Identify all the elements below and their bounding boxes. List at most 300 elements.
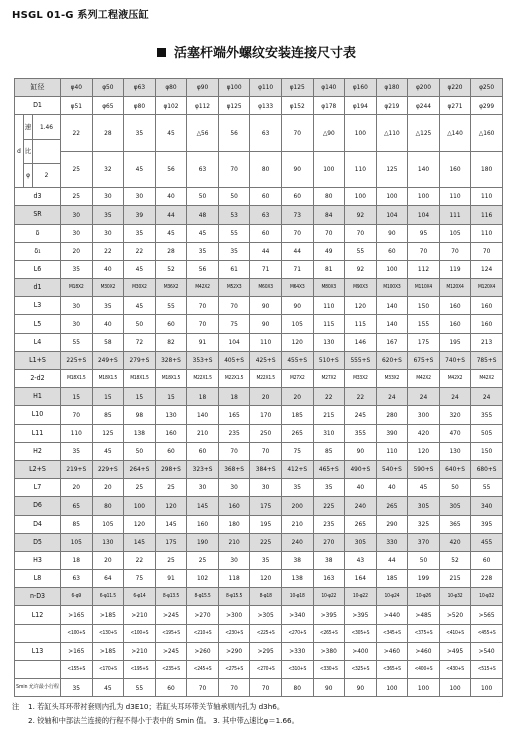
table-cell: 90 bbox=[345, 679, 377, 697]
table-cell: 130 bbox=[313, 333, 345, 351]
row-label: SR bbox=[15, 206, 61, 224]
table-cell: φ80 bbox=[155, 79, 187, 97]
table-cell: M18X2 bbox=[61, 279, 93, 297]
table-cell: 38 bbox=[313, 551, 345, 569]
table-cell: 305 bbox=[408, 497, 440, 515]
table-cell: 116 bbox=[471, 206, 503, 224]
row-label: L13 bbox=[15, 642, 61, 660]
table-cell: 219+S bbox=[61, 460, 93, 478]
table-cell: 56 bbox=[155, 151, 187, 187]
table-cell: 140 bbox=[376, 315, 408, 333]
table-cell: M33X2 bbox=[345, 370, 377, 388]
table-cell: 90 bbox=[313, 679, 345, 697]
table-cell: 71 bbox=[250, 260, 282, 278]
table-cell: 60 bbox=[281, 188, 313, 206]
row-label: L7 bbox=[15, 479, 61, 497]
table-cell: >520 bbox=[439, 606, 471, 624]
table-cell: φ180 bbox=[376, 79, 408, 97]
table-cell: M33X2 bbox=[376, 370, 408, 388]
table-cell: 140 bbox=[187, 406, 219, 424]
table-cell: M22X1.5 bbox=[187, 370, 219, 388]
table-cell: 20 bbox=[92, 479, 124, 497]
table-cell: 90 bbox=[281, 151, 313, 187]
table-cell: 10-φ22 bbox=[345, 588, 377, 606]
table-cell: 245 bbox=[345, 406, 377, 424]
table-cell: M120X4 bbox=[471, 279, 503, 297]
table-cell: 100 bbox=[408, 679, 440, 697]
ratio-value bbox=[33, 139, 61, 163]
table-row bbox=[15, 297, 503, 315]
table-cell: 56 bbox=[218, 115, 250, 151]
table-cell: >395 bbox=[313, 606, 345, 624]
table-cell: 25 bbox=[155, 479, 187, 497]
row-label: D5 bbox=[15, 533, 61, 551]
table-cell: >565 bbox=[471, 606, 503, 624]
table-cell: φ244 bbox=[408, 97, 440, 115]
table-cell: 105 bbox=[92, 515, 124, 533]
table-cell: M110X4 bbox=[408, 279, 440, 297]
table-cell: >495 bbox=[439, 642, 471, 660]
ratio-label: 速 bbox=[24, 115, 33, 139]
table-cell: 10-φ22 bbox=[313, 588, 345, 606]
table-cell: 45 bbox=[408, 479, 440, 497]
table-cell: 35 bbox=[187, 242, 219, 260]
table-cell: M30X2 bbox=[124, 279, 156, 297]
table-cell: <310+S bbox=[281, 661, 313, 679]
table-cell: 30 bbox=[250, 479, 282, 497]
table-cell: >270 bbox=[187, 606, 219, 624]
table-cell: 30 bbox=[187, 479, 219, 497]
table-cell: 185 bbox=[376, 570, 408, 588]
table-cell: 24 bbox=[439, 388, 471, 406]
table-cell: 130 bbox=[439, 442, 471, 460]
table-cell: 45 bbox=[155, 115, 187, 151]
table-cell: 70 bbox=[281, 115, 313, 151]
table-cell: 455+S bbox=[281, 351, 313, 369]
table-cell: φ152 bbox=[281, 97, 313, 115]
table-cell: 45 bbox=[155, 224, 187, 242]
table-row bbox=[15, 224, 503, 242]
table-cell: <130+S bbox=[92, 624, 124, 642]
row-label: L2+S bbox=[15, 460, 61, 478]
table-cell: 70 bbox=[250, 442, 282, 460]
table-cell: 28 bbox=[92, 115, 124, 151]
table-cell: >290 bbox=[218, 642, 250, 660]
table-cell: 35 bbox=[124, 115, 156, 151]
table-cell: M120X4 bbox=[439, 279, 471, 297]
table-cell: 45 bbox=[124, 260, 156, 278]
table-cell: 160 bbox=[471, 315, 503, 333]
table-cell: 146 bbox=[345, 333, 377, 351]
table-cell: 110 bbox=[313, 297, 345, 315]
table-cell: M64X3 bbox=[281, 279, 313, 297]
table-cell: 70 bbox=[250, 679, 282, 697]
notes-label: 注 bbox=[12, 702, 20, 711]
table-cell: 35 bbox=[124, 224, 156, 242]
table-cell: 390 bbox=[376, 424, 408, 442]
table-cell: 24 bbox=[408, 388, 440, 406]
table-cell: 195 bbox=[250, 515, 282, 533]
table-cell: 100 bbox=[376, 679, 408, 697]
table-cell: M42X2 bbox=[471, 370, 503, 388]
table-cell: 70 bbox=[408, 242, 440, 260]
table-cell: 355 bbox=[471, 406, 503, 424]
table-cell: 35 bbox=[92, 206, 124, 224]
table-cell: 52 bbox=[439, 551, 471, 569]
table-cell: 740+S bbox=[439, 351, 471, 369]
table-cell: <400+S bbox=[408, 661, 440, 679]
table-cell: 353+S bbox=[187, 351, 219, 369]
table-cell: 145 bbox=[155, 515, 187, 533]
table-cell: <270+S bbox=[281, 624, 313, 642]
table-cell: 35 bbox=[61, 679, 93, 697]
table-cell: 52 bbox=[155, 260, 187, 278]
table-cell: <195+S bbox=[155, 624, 187, 642]
table-cell: >165 bbox=[61, 642, 93, 660]
table-cell: 90 bbox=[345, 442, 377, 460]
table-cell: 40 bbox=[92, 260, 124, 278]
table-cell: 555+S bbox=[345, 351, 377, 369]
table-cell: 45 bbox=[124, 151, 156, 187]
table-cell: <155+S bbox=[61, 661, 93, 679]
table-cell: 35 bbox=[92, 297, 124, 315]
table-cell: M18X1.5 bbox=[92, 370, 124, 388]
table-cell: 22 bbox=[61, 115, 93, 151]
table-cell: 125 bbox=[376, 151, 408, 187]
table-cell: 265 bbox=[376, 497, 408, 515]
table-cell: 63 bbox=[187, 151, 219, 187]
table-cell: <375+S bbox=[408, 624, 440, 642]
table-cell: 63 bbox=[250, 206, 282, 224]
table-cell: 70 bbox=[218, 151, 250, 187]
table-cell: <210+S bbox=[187, 624, 219, 642]
table-row bbox=[15, 624, 503, 642]
table-cell: >400 bbox=[345, 642, 377, 660]
table-cell: 160 bbox=[155, 424, 187, 442]
table-cell: 45 bbox=[124, 297, 156, 315]
table-row bbox=[15, 533, 503, 551]
table-cell: <455+S bbox=[471, 624, 503, 642]
table-cell: 30 bbox=[61, 206, 93, 224]
table-cell: 55 bbox=[155, 297, 187, 315]
table-cell: △125 bbox=[408, 115, 440, 151]
table-cell: 56 bbox=[187, 260, 219, 278]
table-cell: 240 bbox=[345, 497, 377, 515]
table-cell: 55 bbox=[345, 242, 377, 260]
table-cell: 104 bbox=[218, 333, 250, 351]
table-cell: 30 bbox=[218, 551, 250, 569]
table-cell: 300 bbox=[408, 406, 440, 424]
row-label: D4 bbox=[15, 515, 61, 533]
document-header: HSGL 01-G 系列工程液压缸 bbox=[12, 10, 149, 21]
table-cell: φ178 bbox=[313, 97, 345, 115]
table-cell: 45 bbox=[187, 224, 219, 242]
table-cell: <195+S bbox=[124, 661, 156, 679]
table-cell: 92 bbox=[345, 206, 377, 224]
table-cell: 215 bbox=[313, 406, 345, 424]
table-cell: 328+S bbox=[155, 351, 187, 369]
table-cell: 70 bbox=[471, 242, 503, 260]
table-cell: 235 bbox=[313, 515, 345, 533]
table-cell: 590+S bbox=[408, 460, 440, 478]
table-cell: 167 bbox=[376, 333, 408, 351]
table-cell: 105 bbox=[61, 533, 93, 551]
table-cell: M42X2 bbox=[439, 370, 471, 388]
table-cell: 320 bbox=[439, 406, 471, 424]
table-cell: 163 bbox=[313, 570, 345, 588]
table-cell: 110 bbox=[471, 188, 503, 206]
table-cell: M22X1.5 bbox=[250, 370, 282, 388]
table-cell: 50 bbox=[439, 479, 471, 497]
table-cell: 15 bbox=[92, 388, 124, 406]
table-cell: φ219 bbox=[376, 97, 408, 115]
table-cell: 225 bbox=[250, 533, 282, 551]
ratio-label: φ bbox=[24, 163, 33, 187]
table-cell: 111 bbox=[439, 206, 471, 224]
row-label: 2-d2 bbox=[15, 370, 61, 388]
table-cell: 70 bbox=[218, 297, 250, 315]
table-cell: 35 bbox=[218, 242, 250, 260]
table-cell: 63 bbox=[250, 115, 282, 151]
table-cell: 44 bbox=[376, 551, 408, 569]
note-text-2: 2. 铰轴和中部法兰连接的行程不得小于表中的 Smin 值。 3. 其中带△速比φ＝1.66。 bbox=[28, 716, 299, 725]
table-cell: M18X1.5 bbox=[61, 370, 93, 388]
table-cell: 91 bbox=[155, 570, 187, 588]
table-cell: 680+S bbox=[471, 460, 503, 478]
table-cell: 25 bbox=[61, 151, 93, 187]
table-cell: >330 bbox=[281, 642, 313, 660]
table-cell: 65 bbox=[61, 497, 93, 515]
table-cell: 35 bbox=[61, 442, 93, 460]
table-cell: 22 bbox=[124, 242, 156, 260]
table-cell: 180 bbox=[471, 151, 503, 187]
row-label: δ₁ bbox=[15, 242, 61, 260]
table-cell: φ63 bbox=[124, 79, 156, 97]
table-cell: 279+S bbox=[124, 351, 156, 369]
table-cell: 55 bbox=[471, 479, 503, 497]
table-cell: φ110 bbox=[250, 79, 282, 97]
notes bbox=[12, 700, 299, 728]
row-label: d3 bbox=[15, 188, 61, 206]
table-cell: 44 bbox=[155, 206, 187, 224]
table-cell: 95 bbox=[408, 224, 440, 242]
table-cell: 165 bbox=[218, 406, 250, 424]
table-cell: 70 bbox=[345, 224, 377, 242]
table-cell: 105 bbox=[281, 315, 313, 333]
table-cell: φ194 bbox=[345, 97, 377, 115]
table-cell: 98 bbox=[124, 406, 156, 424]
row-label: L10 bbox=[15, 406, 61, 424]
table-cell: △140 bbox=[439, 115, 471, 151]
table-cell: 145 bbox=[124, 533, 156, 551]
table-cell: φ65 bbox=[92, 97, 124, 115]
table-cell: 60 bbox=[155, 315, 187, 333]
table-cell: 130 bbox=[92, 533, 124, 551]
square-bullet-icon bbox=[157, 48, 166, 57]
table-cell: 505 bbox=[471, 424, 503, 442]
table-cell: 110 bbox=[376, 442, 408, 460]
ratio-value: 2 bbox=[33, 163, 61, 187]
row-label: L1+S bbox=[15, 351, 61, 369]
table-cell: >210 bbox=[124, 642, 156, 660]
table-cell: φ133 bbox=[250, 97, 282, 115]
table-cell: φ250 bbox=[471, 79, 503, 97]
table-cell: φ90 bbox=[187, 79, 219, 97]
table-cell: 298+S bbox=[155, 460, 187, 478]
table-cell: <515+S bbox=[471, 661, 503, 679]
table-cell: 213 bbox=[471, 333, 503, 351]
table-cell: 28 bbox=[155, 242, 187, 260]
table-row bbox=[15, 551, 503, 569]
row-label: n-D3 bbox=[15, 588, 61, 606]
table-cell: 160 bbox=[439, 315, 471, 333]
table-cell: 620+S bbox=[376, 351, 408, 369]
table-cell: 130 bbox=[155, 406, 187, 424]
table-cell: 10-φ18 bbox=[281, 588, 313, 606]
table-cell: <305+S bbox=[345, 624, 377, 642]
table-cell: 264+S bbox=[124, 460, 156, 478]
table-cell: >340 bbox=[281, 606, 313, 624]
table-cell: 70 bbox=[187, 315, 219, 333]
table-cell: 105 bbox=[439, 224, 471, 242]
table-cell: <275+S bbox=[218, 661, 250, 679]
table-cell: 323+S bbox=[187, 460, 219, 478]
table-cell: φ299 bbox=[471, 97, 503, 115]
table-cell: 49 bbox=[313, 242, 345, 260]
table-cell: 75 bbox=[281, 442, 313, 460]
table-cell: 53 bbox=[218, 206, 250, 224]
row-label: H3 bbox=[15, 551, 61, 569]
table-cell: 110 bbox=[250, 333, 282, 351]
table-cell: 124 bbox=[471, 260, 503, 278]
table-cell: 235 bbox=[218, 424, 250, 442]
table-row-d-2 bbox=[15, 151, 503, 163]
table-cell: <235+S bbox=[155, 661, 187, 679]
table-cell: △56 bbox=[187, 115, 219, 151]
table-cell: 104 bbox=[376, 206, 408, 224]
table-cell: 100 bbox=[376, 260, 408, 278]
table-cell: 35 bbox=[281, 479, 313, 497]
table-cell: 8-φ15.5 bbox=[187, 588, 219, 606]
table-cell: >540 bbox=[471, 642, 503, 660]
table-cell: >245 bbox=[155, 606, 187, 624]
table-cell: 80 bbox=[92, 497, 124, 515]
table-cell: <410+S bbox=[439, 624, 471, 642]
table-cell: 6-φ9 bbox=[61, 588, 93, 606]
table-cell: 675+S bbox=[408, 351, 440, 369]
table-cell: 270 bbox=[313, 533, 345, 551]
table-cell: 10-φ32 bbox=[439, 588, 471, 606]
table-cell: 195 bbox=[439, 333, 471, 351]
table-cell: M30X2 bbox=[92, 279, 124, 297]
ratio-label: 比 bbox=[24, 139, 33, 163]
table-cell: 70 bbox=[218, 442, 250, 460]
table-cell: φ271 bbox=[439, 97, 471, 115]
table-cell: >165 bbox=[61, 606, 93, 624]
table-row bbox=[15, 661, 503, 679]
table-cell: 22 bbox=[124, 551, 156, 569]
table-cell: φ200 bbox=[408, 79, 440, 97]
table-cell: 180 bbox=[218, 515, 250, 533]
table-cell: 60 bbox=[187, 442, 219, 460]
row-label: L3 bbox=[15, 297, 61, 315]
table-cell: △90 bbox=[313, 115, 345, 151]
table-cell: <230+S bbox=[218, 624, 250, 642]
row-label bbox=[15, 661, 61, 679]
table-cell: 70 bbox=[218, 679, 250, 697]
table-title-text: 活塞杆端外螺纹安装连接尺寸表 bbox=[173, 46, 356, 61]
table-cell: 22 bbox=[313, 388, 345, 406]
table-cell: >380 bbox=[313, 642, 345, 660]
table-cell: 60 bbox=[250, 224, 282, 242]
table-cell: 100 bbox=[345, 115, 377, 151]
table-row bbox=[15, 497, 503, 515]
table-row bbox=[15, 188, 503, 206]
table-cell: 15 bbox=[124, 388, 156, 406]
table-cell: 60 bbox=[376, 242, 408, 260]
note-line-1 bbox=[12, 700, 299, 714]
row-label: D1 bbox=[15, 97, 61, 115]
ratio-value: 1.46 bbox=[33, 115, 61, 139]
table-cell: 75 bbox=[218, 315, 250, 333]
table-cell: 80 bbox=[250, 151, 282, 187]
table-cell: 70 bbox=[313, 224, 345, 242]
table-cell: 164 bbox=[345, 570, 377, 588]
table-cell: 115 bbox=[313, 315, 345, 333]
table-cell: 18 bbox=[61, 551, 93, 569]
table-cell: 30 bbox=[61, 315, 93, 333]
table-cell: <430+S bbox=[439, 661, 471, 679]
table-cell: M18X1.5 bbox=[155, 370, 187, 388]
table-cell: 340 bbox=[471, 497, 503, 515]
table-cell: 44 bbox=[281, 242, 313, 260]
table-cell: >460 bbox=[376, 642, 408, 660]
table-row bbox=[15, 370, 503, 388]
table-cell: 72 bbox=[124, 333, 156, 351]
table-cell: 100 bbox=[471, 679, 503, 697]
table-cell: 6-φ14 bbox=[124, 588, 156, 606]
table-cell: 240 bbox=[281, 533, 313, 551]
table-cell: 160 bbox=[439, 297, 471, 315]
table-cell: 20 bbox=[61, 479, 93, 497]
table-cell: 100 bbox=[124, 497, 156, 515]
row-label: H2 bbox=[15, 442, 61, 460]
table-cell: 265 bbox=[345, 515, 377, 533]
table-cell: 365 bbox=[439, 515, 471, 533]
table-cell: 210 bbox=[187, 424, 219, 442]
table-cell: 85 bbox=[61, 515, 93, 533]
table-cell: M90X3 bbox=[345, 279, 377, 297]
table-cell: φ102 bbox=[155, 97, 187, 115]
table-cell: 90 bbox=[281, 297, 313, 315]
table-cell: 249+S bbox=[92, 351, 124, 369]
table-row-d bbox=[15, 115, 503, 127]
table-cell: 10-φ26 bbox=[408, 588, 440, 606]
table-cell: △160 bbox=[471, 115, 503, 151]
table-cell: 82 bbox=[155, 333, 187, 351]
table-cell: φ100 bbox=[218, 79, 250, 97]
table-cell: 250 bbox=[250, 424, 282, 442]
table-cell: M36X2 bbox=[155, 279, 187, 297]
table-cell: 92 bbox=[345, 260, 377, 278]
table-cell: 200 bbox=[281, 497, 313, 515]
table-cell: 71 bbox=[281, 260, 313, 278]
table-cell: 210 bbox=[218, 533, 250, 551]
table-cell: 190 bbox=[187, 533, 219, 551]
table-cell: φ220 bbox=[439, 79, 471, 97]
table-cell: 465+S bbox=[313, 460, 345, 478]
table-cell: 91 bbox=[187, 333, 219, 351]
